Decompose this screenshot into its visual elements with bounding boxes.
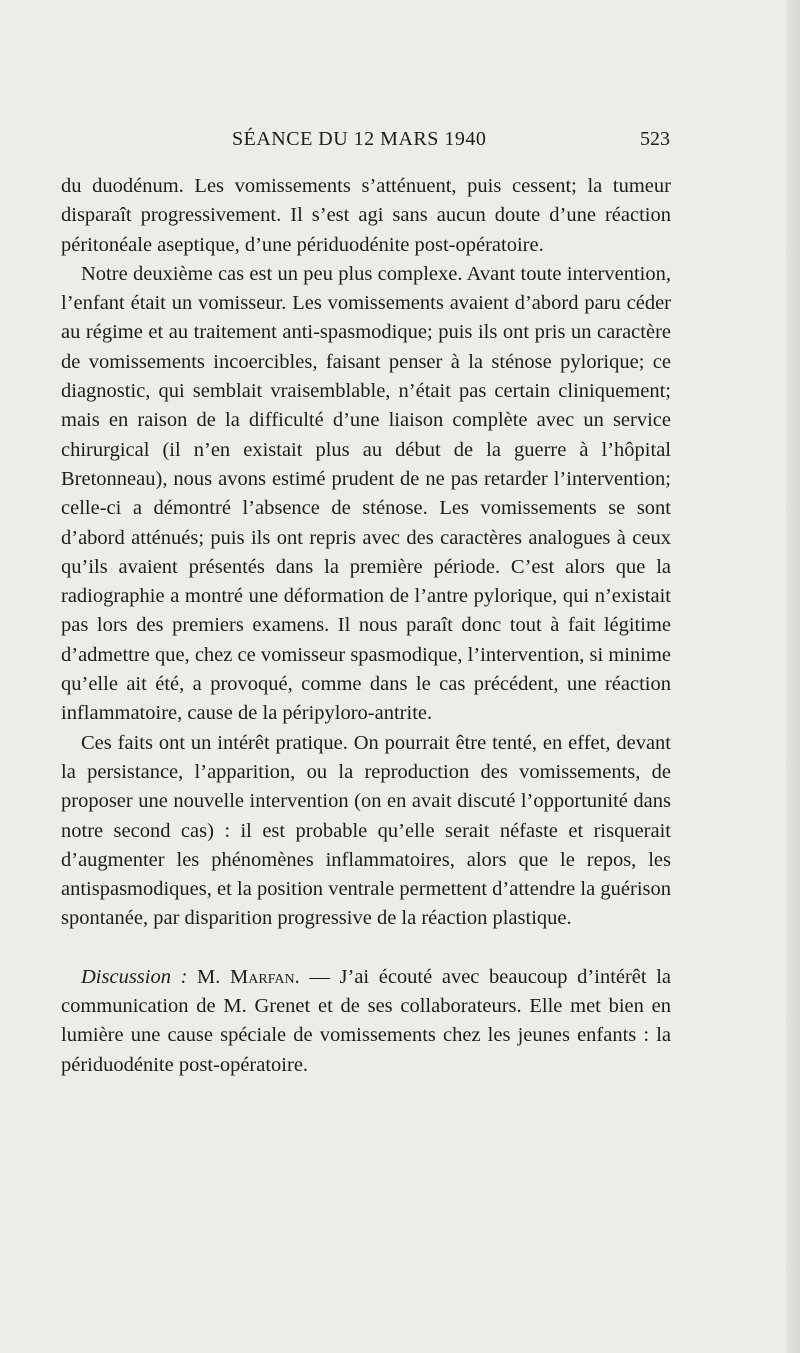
discussion-paragraph [61, 963, 671, 1080]
page-header [62, 128, 670, 162]
page-edge [786, 0, 800, 1353]
paragraph-3: Ces faits ont un intérêt pratique. On pourrait être tenté, en effet, devant la persistance, l’apparition, ou la reproduction des vomissements, de proposer une nouvelle intervention (on en avait discuté l’opportunité dans notre second cas) : il est probable qu’elle serait néfaste et risquerait d’augmenter les phénomènes inflammatoires, alors que le repos, les antispasmodiques, et la position ventrale permettent d’attendre la guérison spontanée, par disparition progressive de la réaction plastique. [61, 731, 671, 930]
discussion-text: — J’ai écouté avec beaucoup d’intérêt la communication de M. Grenet et de ses collaborateurs. Elle met bien en lumière une cause spéciale de vomissements chez les jeunes enfants : la périduodénite post-opératoire. [61, 965, 672, 1076]
page-number: 523 [640, 128, 670, 150]
discussion-speaker: M. Marfan. [197, 965, 300, 988]
paragraph-1: du duodénum. Les vomissements s’atténuent, puis cessent; la tumeur disparaît progressivement. Il s’est agi sans aucun doute d’une réaction péritonéale aseptique, d’une périduodénite post-opératoire. [61, 175, 671, 256]
running-title: SÉANCE DU 12 MARS 1940 [232, 128, 487, 150]
discussion-label: Discussion : [81, 965, 188, 988]
paragraph-2: Notre deuxième cas est un peu plus complexe. Avant toute intervention, l’enfant était un vomisseur. Les vomissements avaient d’abord paru céder au régime et au traitement anti-spasmodique; puis ils ont pris un caractère de vomissements incoercibles, faisant penser à la sténose pylorique; ce diagnostic, qui semblait vraisemblable, n’était pas certain cliniquement; mais en raison de la difficulté d’une liaison complète avec un service chirurgical (il n’en existait plus au début de la guerre à l’hôpital Bretonneau), nous avons estimé prudent de ne pas retarder l’intervention; celle-ci a démontré l’absence de sténose. Les vomissements se sont d’abord atténués; puis ils ont repris avec des caractères analogues à ceux qu’ils avaient présentés dans la première période. C’est alors que la radiographie a montré une déformation de l’antre pylorique, qui n’existait pas lors des premiers examens. Il nous paraît donc tout à fait légitime d’admettre que, chez ce vomisseur spasmodique, l’intervention, si minime qu’elle ait été, a provoqué, comme dans le cas précédent, une réaction inflammatoire, cause de la péripyloro-antrite. [61, 262, 671, 725]
body-text [61, 172, 671, 1080]
